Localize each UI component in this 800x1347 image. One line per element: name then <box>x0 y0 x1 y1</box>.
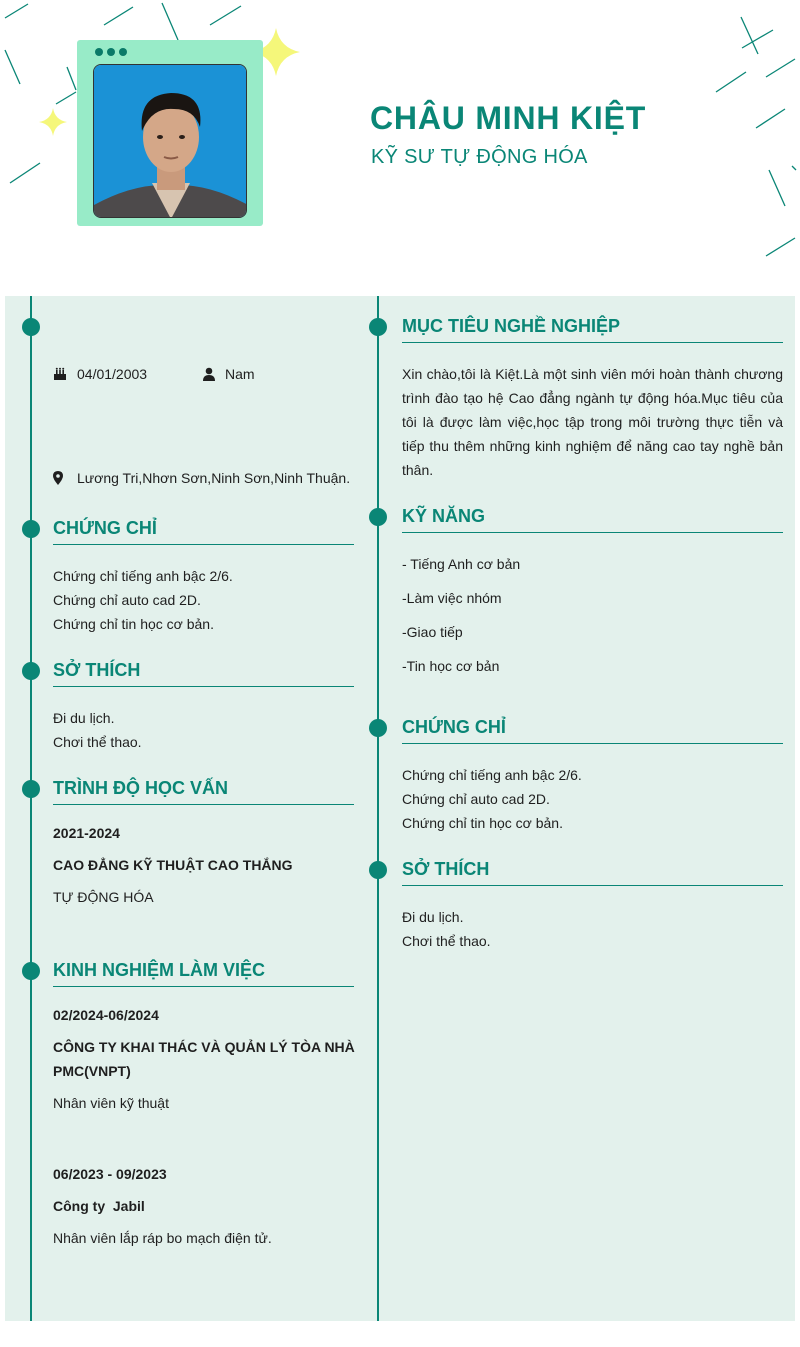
section-heading-certificates: CHỨNG CHỈ <box>402 717 783 744</box>
list-item: Đi du lịch. <box>402 909 464 925</box>
section-heading-education: TRÌNH ĐỘ HỌC VẤN <box>53 778 354 805</box>
list-item: Chứng chỉ tiếng anh bậc 2/6. <box>53 568 233 584</box>
window-dots <box>95 48 127 56</box>
section-heading-certificates: CHỨNG CHỈ <box>53 518 354 545</box>
timeline-node <box>22 962 40 980</box>
skill-item: - Tiếng Anh cơ bản <box>402 556 521 572</box>
job-position: Nhân viên kỹ thuật <box>53 1095 169 1111</box>
list-item: Chơi thể thao. <box>402 933 491 949</box>
job-company: Công ty Jabil <box>53 1198 145 1214</box>
certificate-list <box>53 564 233 636</box>
education-period: 2021-2024 <box>53 825 120 841</box>
objective-line: trình đào tạo hệ Cao đẳng ngành tự động hóa.Mục tiêu của <box>402 390 783 406</box>
objective-line: tiếp thu thêm những kinh nghiệm để năng cao tay nghề bản <box>402 438 783 454</box>
job-title: KỸ SƯ TỰ ĐỘNG HÓA <box>371 146 588 168</box>
skill-item: -Giao tiếp <box>402 624 463 640</box>
section-heading-hobbies: SỞ THÍCH <box>53 660 354 687</box>
timeline-node <box>22 318 40 336</box>
job-period: 06/2023 - 09/2023 <box>53 1166 167 1182</box>
birthday-row <box>53 364 147 384</box>
list-item: Chứng chỉ auto cad 2D. <box>53 592 201 608</box>
education-major: TỰ ĐỘNG HÓA <box>53 889 154 905</box>
job-company <box>53 1035 355 1083</box>
cv-body <box>5 296 795 1321</box>
sparkle-icon <box>39 108 67 136</box>
address-text: Lương Tri,Nhơn Sơn,Ninh Sơn,Ninh Thuận. <box>77 470 351 486</box>
timeline-node <box>22 662 40 680</box>
section-heading-skills: KỸ NĂNG <box>402 506 783 533</box>
gender-text: Nam <box>225 366 255 382</box>
timeline-node <box>22 520 40 538</box>
list-item: Chứng chỉ tin học cơ bản. <box>53 616 214 632</box>
education-school: CAO ĐẲNG KỸ THUẬT CAO THẮNG <box>53 857 293 873</box>
job-position: Nhân viên lắp ráp bo mạch điện tử. <box>53 1230 272 1246</box>
candidate-name: CHÂU MINH KIỆT <box>370 100 647 136</box>
objective-line: Xin chào,tôi là Kiệt.Là một sinh viên mới hoàn thành chương <box>402 366 783 382</box>
list-item: Chứng chỉ tiếng anh bậc 2/6. <box>402 767 582 783</box>
list-item: Chứng chỉ auto cad 2D. <box>402 791 550 807</box>
timeline-node <box>22 780 40 798</box>
birthday-text: 04/01/2003 <box>77 366 148 382</box>
birthday-cake-icon <box>53 367 67 381</box>
certificate-list <box>402 763 582 835</box>
avatar-frame <box>77 40 263 226</box>
avatar <box>93 64 247 218</box>
objective-line: tôi là được làm việc,học tập trong môi trường thực tiễn và <box>402 414 783 430</box>
list-item: Chứng chỉ tin học cơ bản. <box>402 815 563 831</box>
timeline-node <box>369 861 387 879</box>
right-timeline <box>377 296 379 1321</box>
list-item: Chơi thể thao. <box>53 734 142 750</box>
address-row <box>53 468 350 488</box>
map-marker-icon <box>53 471 63 485</box>
skill-item: -Tin học cơ bản <box>402 658 500 674</box>
left-timeline <box>30 296 32 1321</box>
timeline-node <box>369 719 387 737</box>
section-heading-objective: MỤC TIÊU NGHỀ NGHIỆP <box>402 316 783 343</box>
job-company-line: PMC(VNPT) <box>53 1063 131 1079</box>
job-period: 02/2024-06/2024 <box>53 1007 159 1023</box>
timeline-node <box>369 318 387 336</box>
gender-row <box>203 364 255 384</box>
hobby-list <box>402 905 491 953</box>
section-heading-hobbies: SỞ THÍCH <box>402 859 783 886</box>
objective-line: thân. <box>402 462 434 478</box>
job-company-line: CÔNG TY KHAI THÁC VÀ QUẢN LÝ TÒA NHÀ <box>53 1039 355 1055</box>
user-icon <box>203 367 215 381</box>
skill-item: -Làm việc nhóm <box>402 590 502 606</box>
timeline-node <box>369 508 387 526</box>
hobby-list <box>53 706 142 754</box>
objective-text <box>402 362 783 482</box>
section-heading-experience: KINH NGHIỆM LÀM VIỆC <box>53 960 354 987</box>
list-item: Đi du lịch. <box>53 710 115 726</box>
